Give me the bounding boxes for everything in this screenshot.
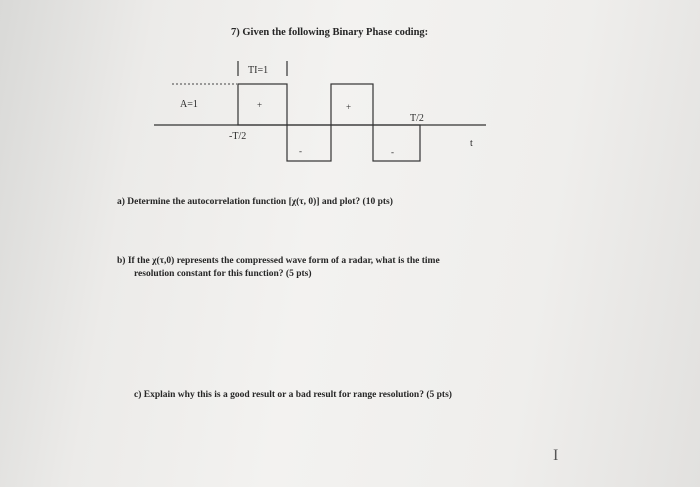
pos-half-period-label: T/2: [410, 113, 424, 124]
question-c: c) Explain why this is a good result or a bad result for range resolution? (5 pts): [134, 390, 452, 400]
text-cursor-icon: I: [553, 447, 559, 464]
positive-bit-2: [331, 84, 373, 125]
problem-title: 7) Given the following Binary Phase coding:: [231, 27, 429, 38]
negative-bit-1: [287, 125, 331, 161]
question-b-line-2: resolution constant for this function? (5 pts): [134, 269, 312, 279]
sign-minus-2: -: [391, 147, 394, 157]
negative-bit-2: [373, 125, 420, 161]
time-axis-label: t: [470, 138, 473, 149]
neg-half-period-label: -T/2: [229, 131, 247, 142]
amplitude-label: A=1: [180, 99, 198, 110]
sign-minus-1: -: [299, 146, 302, 156]
sign-plus-2: +: [346, 102, 352, 112]
question-b-line-1: b) If the χ(τ,0) represents the compressed wave form of a radar, what is the time: [117, 256, 440, 266]
sign-plus-1: +: [257, 100, 263, 110]
question-a: a) Determine the autocorrelation function [χ(τ, 0)] and plot? (10 pts): [117, 197, 393, 207]
ti-label: TI=1: [248, 65, 269, 76]
positive-bit-1: [238, 84, 287, 125]
